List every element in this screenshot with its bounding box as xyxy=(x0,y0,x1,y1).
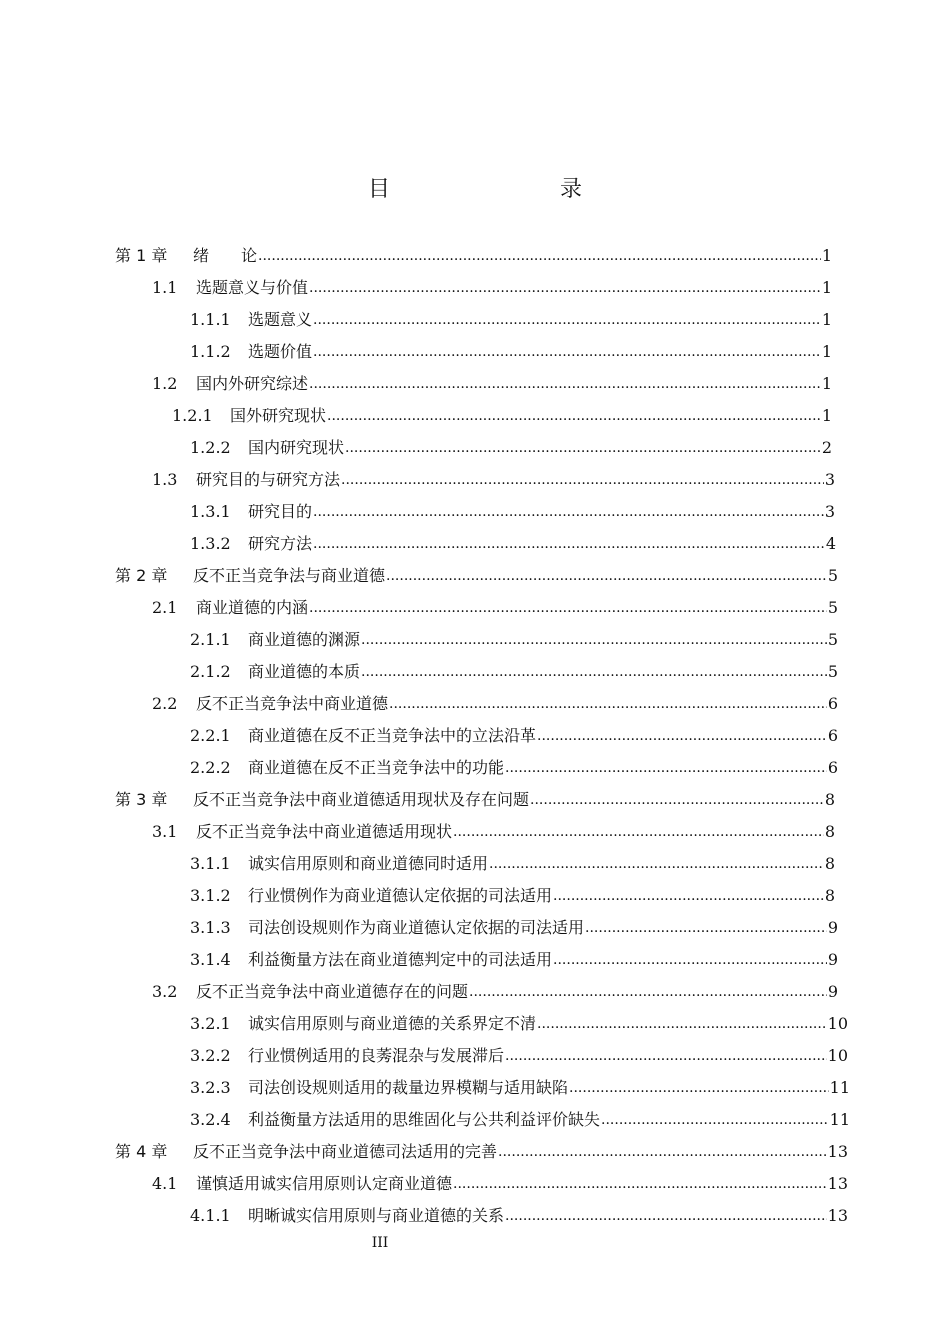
toc-subsection-entry[interactable] xyxy=(190,1072,850,1098)
toc-dot-leader xyxy=(345,438,821,458)
toc-entry-page: 13 xyxy=(827,1206,848,1225)
toc-entry-label: 利益衡量方法在商业道德判定中的司法适用 xyxy=(248,950,553,969)
toc-entry-page: 10 xyxy=(827,1046,848,1065)
toc-entry-page: 8 xyxy=(824,854,835,873)
toc-entry-page: 6 xyxy=(827,694,838,713)
toc-entry-label: 诚实信用原则与商业道德的关系界定不清 xyxy=(248,1014,537,1033)
toc-entry-label: 商业道德的渊源 xyxy=(248,630,361,649)
toc-entry-page: 9 xyxy=(827,918,838,937)
toc-entry-number: 1.2.1 xyxy=(172,406,213,425)
toc-entry-number: 3.2.2 xyxy=(190,1046,231,1065)
toc-dot-leader xyxy=(469,982,827,1002)
toc-subsection-entry[interactable] xyxy=(190,528,836,554)
toc-entry-number: 1.3.1 xyxy=(190,502,231,521)
toc-entry-page: 8 xyxy=(824,822,835,841)
toc-entry-number: 3.1.4 xyxy=(190,950,231,969)
toc-entry-number: 第 4 章 xyxy=(115,1142,168,1161)
toc-entry-number: 2.1 xyxy=(152,598,178,617)
toc-entry-page: 3 xyxy=(824,502,835,521)
toc-entry-label: 诚实信用原则和商业道德同时适用 xyxy=(248,854,489,873)
toc-entry-number: 1.3 xyxy=(152,470,178,489)
toc-entry-number: 3.2.4 xyxy=(190,1110,231,1129)
toc-dot-leader xyxy=(389,694,827,714)
toc-subsection-entry[interactable] xyxy=(190,1104,850,1130)
toc-dot-leader xyxy=(601,1110,829,1130)
toc-dot-leader xyxy=(498,1142,827,1162)
toc-dot-leader xyxy=(361,662,827,682)
toc-entry-number: 3.1.1 xyxy=(190,854,231,873)
toc-entry-label: 商业道德在反不正当竞争法中的功能 xyxy=(248,758,505,777)
toc-entry-number: 3.1 xyxy=(152,822,178,841)
toc-entry-page: 1 xyxy=(821,406,832,425)
toc-dot-leader xyxy=(553,950,827,970)
toc-subsection-entry[interactable] xyxy=(190,944,838,970)
toc-entry-page: 2 xyxy=(821,438,832,457)
toc-entry-number: 3.1.2 xyxy=(190,886,231,905)
toc-section-entry[interactable] xyxy=(152,1168,848,1194)
toc-entry-page: 9 xyxy=(827,982,838,1001)
toc-section-entry[interactable] xyxy=(152,464,835,490)
page-number-footer: III xyxy=(371,1235,389,1251)
toc-entry-label: 研究目的与研究方法 xyxy=(196,470,341,489)
toc-entry-number: 1.3.2 xyxy=(190,534,231,553)
toc-entry-page: 1 xyxy=(821,246,832,265)
toc-entry-page: 11 xyxy=(829,1110,850,1129)
toc-entry-label: 国内研究现状 xyxy=(248,438,345,457)
toc-entry-page: 13 xyxy=(827,1142,848,1161)
toc-subsection-entry[interactable] xyxy=(190,720,838,746)
toc-dot-leader xyxy=(361,630,827,650)
toc-entry-label: 明晰诚实信用原则与商业道德的关系 xyxy=(248,1206,505,1225)
toc-entry-page: 6 xyxy=(827,726,838,745)
toc-subsection-entry[interactable] xyxy=(190,496,835,522)
toc-chapter-entry[interactable] xyxy=(115,560,838,586)
toc-subsection-entry[interactable] xyxy=(190,912,838,938)
toc-entry-number: 第 2 章 xyxy=(115,566,168,585)
toc-entry-label: 利益衡量方法适用的思维固化与公共利益评价缺失 xyxy=(248,1110,601,1129)
toc-section-entry[interactable] xyxy=(152,688,838,714)
toc-dot-leader xyxy=(530,790,824,810)
toc-dot-leader xyxy=(309,598,827,618)
toc-entry-page: 6 xyxy=(827,758,838,777)
toc-entry-page: 10 xyxy=(827,1014,848,1033)
toc-dot-leader xyxy=(309,374,821,394)
toc-subsection-entry[interactable] xyxy=(190,1008,848,1034)
toc-entry-label: 研究方法 xyxy=(248,534,313,553)
toc-entry-label: 商业道德的本质 xyxy=(248,662,361,681)
toc-entry-number: 4.1.1 xyxy=(190,1206,231,1225)
toc-dot-leader xyxy=(258,246,821,266)
toc-entry-page: 11 xyxy=(829,1078,850,1097)
toc-entry-number: 3.2.3 xyxy=(190,1078,231,1097)
toc-entry-page: 13 xyxy=(827,1174,848,1193)
toc-entry-label: 谨慎适用诚实信用原则认定商业道德 xyxy=(196,1174,453,1193)
toc-entry-page: 5 xyxy=(827,598,838,617)
toc-subsection-entry[interactable] xyxy=(190,880,835,906)
toc-entry-page: 8 xyxy=(824,790,835,809)
toc-dot-leader xyxy=(505,758,827,778)
toc-entry-label: 反不正当竞争法中商业道德适用现状及存在问题 xyxy=(193,790,530,809)
toc-entry-number: 1.1.2 xyxy=(190,342,231,361)
toc-entry-page: 5 xyxy=(827,630,838,649)
toc-entry-label: 商业道德的内涵 xyxy=(196,598,309,617)
toc-entry-page: 1 xyxy=(821,278,832,297)
toc-entry-page: 4 xyxy=(825,534,836,553)
toc-entry-label: 国外研究现状 xyxy=(230,406,327,425)
toc-dot-leader xyxy=(327,406,821,426)
toc-dot-leader xyxy=(537,1014,827,1034)
toc-entry-number: 第 3 章 xyxy=(115,790,168,809)
toc-subsection-entry[interactable] xyxy=(190,1200,848,1226)
toc-entry-page: 9 xyxy=(827,950,838,969)
toc-entry-number: 2.1.2 xyxy=(190,662,231,681)
toc-chapter-entry[interactable] xyxy=(115,1136,848,1162)
toc-entry-label: 绪 论 xyxy=(193,246,258,265)
toc-dot-leader xyxy=(313,342,821,362)
toc-entry-number: 2.2 xyxy=(152,694,178,713)
toc-entry-number: 2.1.1 xyxy=(190,630,231,649)
toc-section-entry[interactable] xyxy=(152,272,832,298)
toc-entry-page: 3 xyxy=(824,470,835,489)
toc-subsection-entry[interactable] xyxy=(190,304,832,330)
toc-entry-page: 5 xyxy=(827,566,838,585)
toc-dot-leader xyxy=(313,310,821,330)
toc-entry-page: 1 xyxy=(821,310,832,329)
toc-entry-number: 4.1 xyxy=(152,1174,178,1193)
toc-entry-label: 行业惯例作为商业道德认定依据的司法适用 xyxy=(248,886,553,905)
toc-entry-label: 选题价值 xyxy=(248,342,313,361)
toc-dot-leader xyxy=(453,822,824,842)
toc-entry-number: 2.2.1 xyxy=(190,726,231,745)
toc-dot-leader xyxy=(313,534,825,554)
toc-entry-label: 研究目的 xyxy=(248,502,313,521)
toc-entry-label: 商业道德在反不正当竞争法中的立法沿革 xyxy=(248,726,537,745)
toc-dot-leader xyxy=(553,886,824,906)
toc-dot-leader xyxy=(386,566,827,586)
toc-subsection-entry[interactable] xyxy=(190,624,838,650)
toc-entry-number: 2.2.2 xyxy=(190,758,231,777)
toc-section-entry[interactable] xyxy=(152,368,832,394)
toc-entry-label: 反不正当竞争法中商业道德 xyxy=(196,694,389,713)
toc-dot-leader xyxy=(309,278,821,298)
toc-entry-label: 司法创设规则适用的裁量边界模糊与适用缺陷 xyxy=(248,1078,569,1097)
toc-entry-page: 5 xyxy=(827,662,838,681)
toc-entry-number: 1.2 xyxy=(152,374,178,393)
toc-entry-label: 选题意义 xyxy=(248,310,313,329)
toc-entry-label: 国内外研究综述 xyxy=(196,374,309,393)
toc-subsection-entry[interactable] xyxy=(190,1040,848,1066)
toc-dot-leader xyxy=(489,854,824,874)
toc-section-entry[interactable] xyxy=(152,592,838,618)
toc-section-entry[interactable] xyxy=(152,816,835,842)
toc-section-entry[interactable] xyxy=(152,976,838,1002)
toc-entry-number: 1.2.2 xyxy=(190,438,231,457)
toc-dot-leader xyxy=(505,1206,827,1226)
toc-entry-number: 第 1 章 xyxy=(115,246,168,265)
toc-entry-label: 选题意义与价值 xyxy=(196,278,309,297)
toc-subsection-entry[interactable] xyxy=(190,752,838,778)
toc-entry-number: 3.2.1 xyxy=(190,1014,231,1033)
toc-dot-leader xyxy=(537,726,827,746)
toc-entry-number: 3.1.3 xyxy=(190,918,231,937)
toc-subsection-entry[interactable] xyxy=(190,848,835,874)
toc-entry-number: 1.1 xyxy=(152,278,178,297)
toc-entry-label: 反不正当竞争法与商业道德 xyxy=(193,566,386,585)
toc-subsection-entry[interactable] xyxy=(172,400,832,426)
toc-chapter-entry[interactable] xyxy=(115,240,832,266)
toc-dot-leader xyxy=(569,1078,829,1098)
toc-entry-page: 1 xyxy=(821,374,832,393)
toc-entry-label: 司法创设规则作为商业道德认定依据的司法适用 xyxy=(248,918,585,937)
toc-chapter-entry[interactable] xyxy=(115,784,835,810)
toc-entry-label: 反不正当竞争法中商业道德存在的问题 xyxy=(196,982,469,1001)
toc-subsection-entry[interactable] xyxy=(190,656,838,682)
toc-dot-leader xyxy=(453,1174,827,1194)
toc-dot-leader xyxy=(585,918,827,938)
toc-entry-label: 行业惯例适用的良莠混杂与发展滞后 xyxy=(248,1046,505,1065)
toc-entry-number: 1.1.1 xyxy=(190,310,231,329)
toc-entry-label: 反不正当竞争法中商业道德适用现状 xyxy=(196,822,453,841)
toc-dot-leader xyxy=(341,470,824,490)
toc-title: 目 录 xyxy=(367,177,624,202)
toc-entry-page: 1 xyxy=(821,342,832,361)
toc-dot-leader xyxy=(313,502,824,522)
toc-subsection-entry[interactable] xyxy=(190,432,832,458)
toc-dot-leader xyxy=(505,1046,827,1066)
toc-entry-page: 8 xyxy=(824,886,835,905)
toc-subsection-entry[interactable] xyxy=(190,336,832,362)
toc-entry-number: 3.2 xyxy=(152,982,178,1001)
toc-entry-label: 反不正当竞争法中商业道德司法适用的完善 xyxy=(193,1142,498,1161)
